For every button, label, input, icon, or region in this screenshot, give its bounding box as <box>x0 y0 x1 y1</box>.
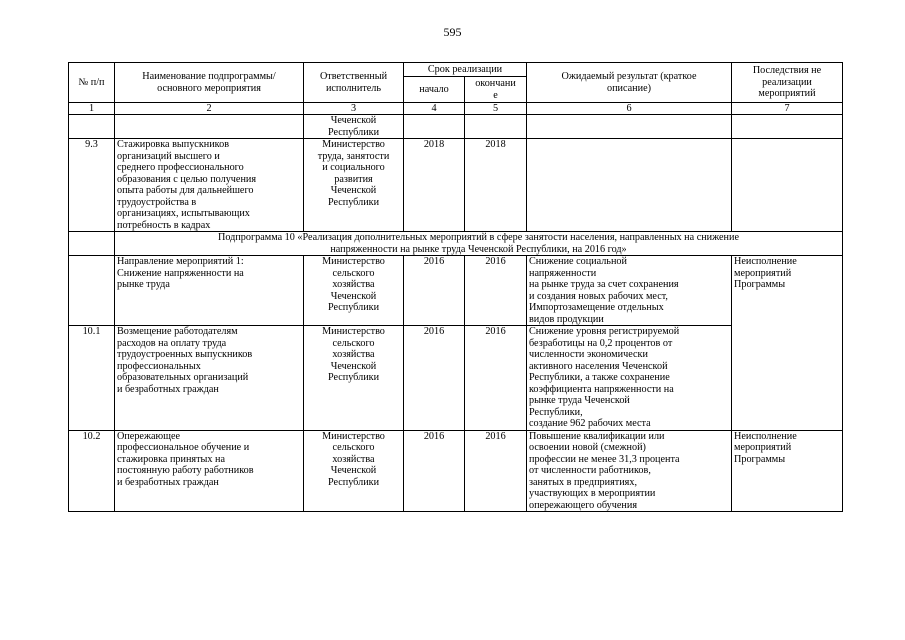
page-number: 595 <box>443 25 462 39</box>
cell-result <box>527 139 732 232</box>
header-name: Наименование подпрограммы/ основного мероприятия <box>115 63 304 103</box>
table-row-10-1 <box>69 326 843 431</box>
cell-start: 2016 <box>404 256 465 326</box>
cell-name: Возмещение работодателям расходов на оплату труда трудоустроенных выпускников профессиональных образовательных организаций и безработных граждан <box>115 326 304 431</box>
cell-consequences <box>732 139 843 232</box>
cell-consequences: Неисполнение мероприятий Программы <box>732 430 843 512</box>
column-number: 7 <box>732 103 843 115</box>
cell-result <box>527 115 732 139</box>
header-num: № п/п <box>69 63 115 103</box>
cell-end: 2016 <box>465 430 527 512</box>
cell-num: 10.2 <box>69 430 115 512</box>
cell-name <box>115 115 304 139</box>
cell-consequences: Неисполнение мероприятий Программы <box>732 256 843 431</box>
column-number: 3 <box>304 103 404 115</box>
column-number: 2 <box>115 103 304 115</box>
cell-responsible: Министерство труда, занятости и социального развития Чеченской Республики <box>304 139 404 232</box>
subprogram-header-row <box>69 232 843 256</box>
cell-num <box>69 232 115 256</box>
cell-num: 10.1 <box>69 326 115 431</box>
cell-name: Стажировка выпускников организаций высшего и среднего профессионального образования с целью получения опыта работы для дальнейшего трудоустройства в организациях, испытывающих потребность в кадрах <box>115 139 304 232</box>
header-start: начало <box>404 77 465 103</box>
cell-num: 9.3 <box>69 139 115 232</box>
header-period: Срок реализации <box>404 63 527 77</box>
table-row-10-2 <box>69 430 843 512</box>
column-number-row <box>69 103 843 115</box>
cell-consequences <box>732 115 843 139</box>
column-number: 1 <box>69 103 115 115</box>
program-activities-table <box>68 62 843 512</box>
header-result: Ожидаемый результат (краткое описание) <box>527 63 732 103</box>
cell-responsible: Министерство сельского хозяйства Чеченской Республики <box>304 326 404 431</box>
cell-end <box>465 115 527 139</box>
column-number: 5 <box>465 103 527 115</box>
cell-result: Снижение социальной напряженности на рынке труда за счет сохранения и создания новых рабочих мест, Импортозамещение отдельных видов продукции <box>527 256 732 326</box>
cell-result: Повышение квалификации или освоении новой (смежной) профессии не менее 31,3 процента от численности работников, занятых в предприятиях, участвующих в мероприятии опережающего обучения <box>527 430 732 512</box>
column-number: 4 <box>404 103 465 115</box>
cell-responsible: Чеченской Республики <box>304 115 404 139</box>
cell-name: Направление мероприятий 1: Снижение напряженности на рынке труда <box>115 256 304 326</box>
cell-start: 2016 <box>404 430 465 512</box>
cell-responsible: Министерство сельского хозяйства Чеченской Республики <box>304 256 404 326</box>
cell-num <box>69 256 115 326</box>
cell-end: 2016 <box>465 326 527 431</box>
table-row-9-3 <box>69 139 843 232</box>
table-row-direction-1 <box>69 256 843 326</box>
header-responsible: Ответственный исполнитель <box>304 63 404 103</box>
cell-start <box>404 115 465 139</box>
cell-end: 2018 <box>465 139 527 232</box>
header-end: окончани е <box>465 77 527 103</box>
column-number: 6 <box>527 103 732 115</box>
cell-name: Опережающее профессиональное обучение и стажировка принятых на постоянную работу работников и безработных граждан <box>115 430 304 512</box>
cell-end: 2016 <box>465 256 527 326</box>
table-row-continuation <box>69 115 843 139</box>
cell-responsible: Министерство сельского хозяйства Чеченской Республики <box>304 430 404 512</box>
cell-start: 2018 <box>404 139 465 232</box>
cell-result: Снижение уровня регистрируемой безработицы на 0,2 процентов от численности экономически активного населения Чеченской Республики, а также сохранение коэффициента напряженности на рынке труда Чеченской Республики, создание 962 рабочих места <box>527 326 732 431</box>
cell-num <box>69 115 115 139</box>
cell-start: 2016 <box>404 326 465 431</box>
header-consequences: Последствия не реализации мероприятий <box>732 63 843 103</box>
subprogram-10-title: Подпрограмма 10 «Реализация дополнительных мероприятий в сфере занятости населения, направленных на снижение напряженности на рынке труда Чеченской Республики, на 2016 год» <box>115 232 843 256</box>
